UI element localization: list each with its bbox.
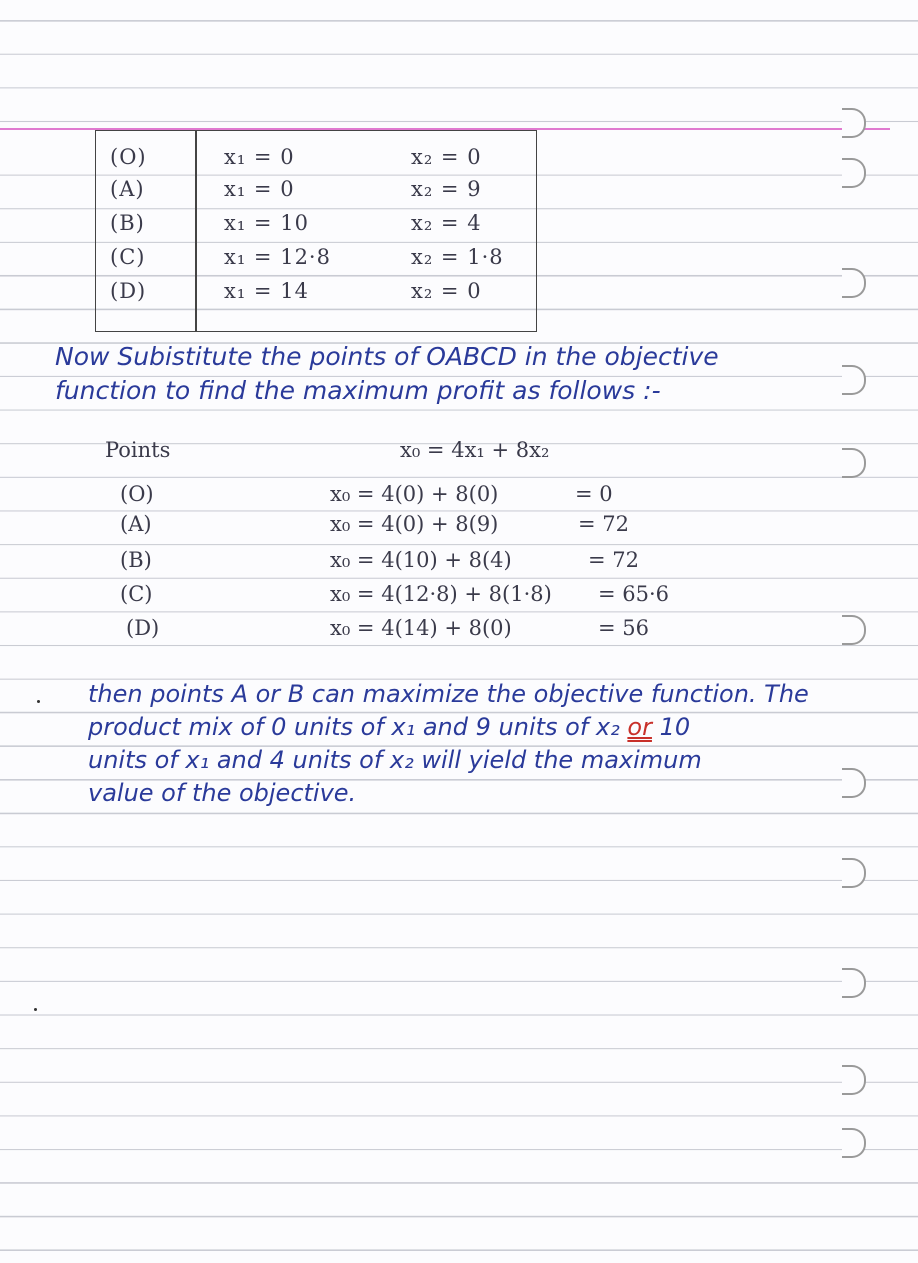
calc-point: (C): [120, 582, 153, 606]
calc-result: = 0: [575, 482, 613, 506]
binder-hole: [842, 108, 866, 138]
calc-result: = 65·6: [598, 582, 670, 606]
conclusion-text: 10: [651, 713, 691, 741]
stray-dot: [37, 700, 40, 703]
calc-point: (A): [120, 512, 152, 536]
point-label: (B): [110, 211, 145, 235]
calc-expression: x₀ = 4(0) + 8(0): [330, 482, 499, 506]
or-emphasis: or: [627, 713, 652, 741]
binder-hole: [842, 268, 866, 298]
binder-hole: [842, 158, 866, 188]
x2-value: x₂ = 4: [411, 211, 482, 235]
point-label: (A): [110, 177, 145, 201]
binder-hole: [842, 768, 866, 798]
conclusion-text: product mix of 0 units of x₁ and 9 units of x₂: [88, 713, 628, 741]
point-label: (D): [110, 279, 147, 303]
table-row: [96, 175, 536, 207]
x2-value: x₂ = 9: [411, 177, 482, 201]
binder-hole: [842, 858, 866, 888]
conclusion-paragraph: [88, 678, 809, 810]
calc-row: [0, 616, 918, 648]
intro-paragraph: [55, 340, 719, 408]
calc-row: [0, 482, 918, 514]
x1-value: x₁ = 0: [224, 145, 295, 169]
conclusion-line: value of the objective.: [88, 779, 357, 807]
points-table: [95, 130, 537, 332]
calc-expression: x₀ = 4(14) + 8(0): [330, 616, 512, 640]
calc-row: [0, 582, 918, 614]
calc-result: = 72: [588, 548, 639, 572]
calc-row: [0, 548, 918, 580]
calc-result: = 72: [578, 512, 629, 536]
x1-value: x₁ = 10: [224, 211, 309, 235]
stray-dot: [34, 1008, 37, 1011]
calc-expression: x₀ = 4(12·8) + 8(1·8): [330, 582, 552, 606]
objective-formula: x₀ = 4x₁ + 8x₂: [400, 438, 550, 462]
table-row: [96, 243, 536, 275]
x2-value: x₂ = 1·8: [411, 245, 504, 269]
table-row: [96, 209, 536, 241]
binder-hole: [842, 365, 866, 395]
intro-line: Now Subistitute the points of OABCD in the objective: [55, 342, 719, 371]
calc-row: [0, 512, 918, 544]
point-label: (C): [110, 245, 146, 269]
binder-hole: [842, 968, 866, 998]
points-header: Points: [105, 438, 171, 462]
x1-value: x₁ = 0: [224, 177, 295, 201]
conclusion-line: then points A or B can maximize the objective function. The: [88, 680, 809, 708]
binder-hole: [842, 1128, 866, 1158]
binder-hole: [842, 1065, 866, 1095]
calc-point: (B): [120, 548, 152, 572]
x1-value: x₁ = 14: [224, 279, 309, 303]
calc-expression: x₀ = 4(0) + 8(9): [330, 512, 499, 536]
conclusion-line: units of x₁ and 4 units of x₂ will yield the maximum: [88, 746, 702, 774]
x2-value: x₂ = 0: [411, 145, 482, 169]
x1-value: x₁ = 12·8: [224, 245, 331, 269]
table-row: [96, 143, 536, 175]
intro-line: function to find the maximum profit as follows :-: [55, 376, 661, 405]
calc-point: (D): [126, 616, 160, 640]
calc-result: = 56: [598, 616, 649, 640]
conclusion-line: [88, 711, 809, 744]
x2-value: x₂ = 0: [411, 279, 482, 303]
point-label: (O): [110, 145, 147, 169]
calc-point: (O): [120, 482, 154, 506]
calc-expression: x₀ = 4(10) + 8(4): [330, 548, 512, 572]
binder-hole: [842, 448, 866, 478]
table-row: [96, 277, 536, 309]
